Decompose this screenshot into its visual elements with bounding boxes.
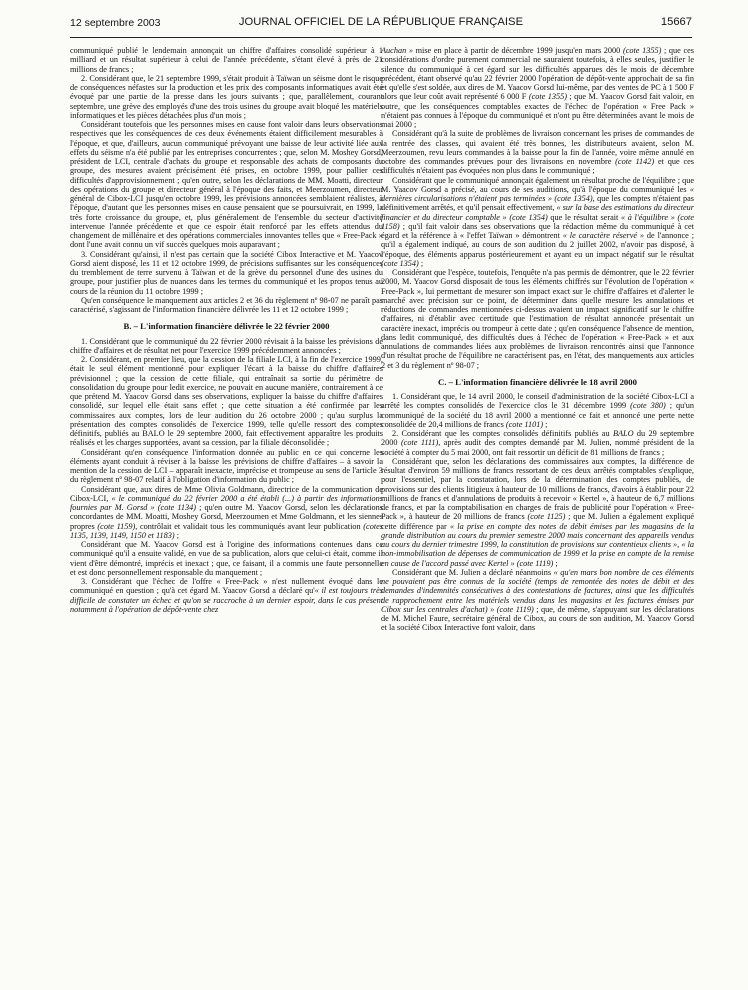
section-heading-c: C. – L'information financière délivrée le 18 avril 2000 — [438, 376, 637, 387]
paragraph: 1. Considérant que le communiqué du 22 février 2000 révisait à la baisse les prévisions de chiffre d'affaires et de résultat net pour l'exercice 1999 précédemment annoncées ; — [70, 336, 383, 355]
paragraph — [381, 46, 694, 129]
text: ; qu'il fait valoir dans ses observations que la rédaction même du communiqué à cet égard et la référence à « l'effet Taïwan » démontrent — [381, 221, 694, 240]
citation: (cote 1354) — [381, 258, 419, 268]
text: ; que M. Yaacov Gorsd fait valoir, en outre, que les conséquences comptables exactes de l'échec de l'opération « Free Pack » n'étaient pas connues à l'époque du communiqué et n'ont pu être déterminées avant le mois de mai 2000 ; — [381, 92, 694, 129]
paragraph: 2. Considérant, en premier lieu, que la cession de la filiale LCI, à la fin de l'exercice 1999, était le seul élément mentionné pour expliquer l'écart à la baisse du chiffre d'affaires prévisionnel ; que la cession de cette filiale, qui entraînait sa sortie du périmètre de consolidation du groupe pour ledit exercice, ne pouvait en aucune manière, contrairement à ce que prétend M. Yaacov Gorsd dans ses observations, expliquer la baisse du chiffre d'affaires consolidé, sur lequel elle était sans effet ; que cette situation a été confirmée par les commissaires aux comptes, lors de leur audition du 26 octobre 2000 ; qu'au surplus la présentation des comptes consolidés de l'exercice 1999, telle qu'elle ressort des comptes définitifs, publiés au BALO le 29 septembre 2000, fait effectivement apparaître les produits réalisés et les charges supportées, avant sa cession, par la filiale déconsolidée ; — [70, 355, 383, 448]
text: Considérant qu'à la suite de problèmes de livraison concernant les prises de commandes de la rentrée des classes, qui avaient été très bonnes, les distributeurs avaient, selon M. Meerzoumen, revu leurs commandes à la baisse pour la fin de l'année, voire même annulé en octobre des commandes prévues pour des livraisons en novembre — [381, 129, 694, 166]
citation: (cote 1101) — [505, 419, 544, 429]
quote: « il est toujours très difficile de constater un échec et qu'on se raccroche à un dernier espoir, dans le cas présent notamment à l'opération de dépôt-vente chez — [70, 586, 383, 614]
text: , après audit des comptes demandé par M. Julien, nommé président de la société à compter du 5 mai 2000, ont fait ressortir un déficit de 81 millions de francs ; — [381, 438, 694, 457]
paragraph: 2. Considérant que, le 21 septembre 1999, s'était produit à Taïwan un séisme dont le risque de conséquences néfastes sur la production et les prix des composants informatiques avait été évoqué par une partie de la presse dans les jours suivants ; que, parallèlement, courant septembre, une grève des employés d'une des trois usines du groupe avait bloqué les matériels informatiques et les pièces détachées plus d'un mois ; — [70, 73, 383, 120]
paragraph — [381, 129, 694, 175]
text: 3. Considérant que l'échec de l'offre « Free-Pack » n'est nullement évoqué dans le communiqué en question ; qu'à cet égard M. Yaacov Gorsd a déclaré qu' — [70, 577, 383, 596]
text: Considérant que le communiqué annonçait également un résultat proche de l'équilibre ; que M. Yaacov Gorsd a précisé, au cours de ses auditions, qu'à l'époque du communiqué les — [381, 175, 694, 194]
right-column — [381, 46, 694, 986]
citation: (cote 1355) — [528, 92, 567, 102]
paragraph — [70, 485, 383, 541]
text: de l'annonce ; qu'il a également indiqué, au cours de son audition du 2 juillet 2002, n'avoir pas disposé, à l'époque, des éléments apparus postérieurement et ayant eu un impact négatif sur le résultat — [381, 231, 694, 259]
journal-title: JOURNAL OFFICIEL DE LA RÉPUBLIQUE FRANÇAISE — [238, 16, 524, 28]
citation: (cote 1111) — [400, 438, 439, 448]
header-date: 12 septembre 2003 — [70, 17, 161, 29]
quote: Auchan » — [381, 46, 413, 55]
paragraph: Considérant que M. Yaacov Gorsd est à l'origine des informations contenues dans ce communiqué qu'il a ensuite validé, en vue de sa publication, alors que celui-ci était, comme il vient d'être démontré, imprécis et inexact ; que, ce faisant, il a commis une faute personnelle et est donc personnellement responsable du manquement ; — [70, 540, 383, 577]
page-header — [70, 13, 692, 33]
text: Considérant que, selon les déclarations des commissaires aux comptes, la différence de résultat d'environ 59 millions de francs ressortant de ces deux arrêtés comptables s'explique, pour l'essentiel, par la constatation, lors de la détermination des comptes publiés, de provisions sur des clients litigieux à hauteur de 10 millions de francs, d'avoirs à établir pour 22 millions de francs et d'annulations de produits à recevoir « Kertel », à hauteur de 6,7 millions de francs, et par la comptabilisation en charges de frais de publicité pour l'opération « Free-Pack », à hauteur de 20 millions de francs — [381, 456, 694, 522]
text: ; que M. Julien a également expliqué cette différence par — [381, 512, 694, 531]
quote: « sur la base des estimations du directeur financier et du directeur comptable » (cote 1354) — [381, 203, 694, 222]
citation: (cote 1142) — [615, 157, 655, 166]
text: que le résultat serait — [547, 212, 621, 222]
text: , contrôlait et validait tous les communiqués avant leur publication — [135, 521, 364, 531]
paragraph: Considérant que l'espèce, toutefois, l'enquête n'a pas permis de démontrer, que le 22 février 2000, M. Yaacov Gorsd disposait de tous les éléments chiffrés sur l'évolution de l'opération « Free-Pack », lui permettant de mesurer son impact exact sur le chiffre d'affaires et d'alerter le marché avec précision sur ce point, de déterminer dans quelle mesure les annulations et réductions de commandes mentionnées ci-dessus avaient un impact significatif sur le chiffre d'affaires, ni d'établir avec certitude que l'estimation de résultat annoncée présentait un caractère inexact, imprécis ou trompeur à cette date ; qu'en conséquence l'absence de mention, dans ledit communiqué, des difficultés dues à l'échec de l'opération « Free-Pack » et aux annulations de commandes liées aux problèmes de livraison rencontrés ainsi que l'annonce d'un résultat proche de l'équilibre ne caractérisent pas, en l'état, des manquements aux articles 2 et 3 du règlement nº 98-07 ; — [381, 268, 694, 370]
text: ; que, de même, s'appuyant sur les déclarations de M. Michel Faure, secrétaire général de Cibox, au cours de son audition, M. Yaacov Gorsd et la société Cibox Interactive font valoir, dans — [381, 604, 694, 633]
text: ; qu'en outre M. Yaacov Gorsd, selon les déclarations concordantes de MM. Moatti, Moshey Gorsd, Meerzoumen et Mme Goldmann, et les siennes propres — [70, 503, 383, 531]
text: Considérant que, aux dires de Mme Olivia Goldmann, directrice de la communication de Cibox-LCI, — [70, 484, 383, 503]
paragraph: Considérant toutefois que les personnes mises en cause font valoir dans leurs observations respectives que les conséquences de ces deux événements étaient difficilement mesurables à l'époque, et que, d'ailleurs, aucun communiqué prévoyant une baisse de leur activité liée aux effets du séisme n'a été publié par les entreprises concurrentes ; que, selon M. Moshey Gorsd, président de LCI, centrale d'achats du groupe et responsable des achats de composants du groupe, des mesures avaient précisément été prises, en octobre 1999, pour pallier ces difficultés d'approvisionnement ; qu'en outre, selon les déclarations de MM. Moatti, directeur des opérations du groupe et directeur général à l'époque des faits, et Meerzoumen, directeur général de Cibox-LCI jusqu'en octobre 1999, les prévisions annoncées semblaient réalistes, à l'époque, d'autant que les personnes mises en cause pensaient que se poursuivrait, en 1999, la très forte croissance du groupe, et, plus généralement de l'ensemble du secteur d'activité intervenue l'année précédente et que ce espoir était renforcé par les effets attendus du changement de millénaire et des opérations commerciales innovantes telles que « Free-Pack » dont l'une avait connu un vif succès quelques mois auparavant ; — [70, 120, 383, 250]
text: , que les comptes n'étaient pas définitivement arrêtés, et qu'il pensait effectivement, — [381, 194, 694, 213]
left-column — [70, 46, 383, 986]
paragraph: Qu'en conséquence le manquement aux articles 2 et 36 du règlement nº 98-07 ne paraît pas caractérisé, s'agissant de l'information financière délivrée les 11 et 12 octobre 1999 ; — [70, 295, 383, 314]
paragraph — [381, 176, 694, 269]
text: ; — [174, 530, 179, 540]
paragraph — [381, 429, 694, 457]
text: du 29 septembre 2000 — [381, 429, 694, 448]
citation: (cotes 1135, 1139, 1149, 1150 et 1183) — [70, 521, 383, 540]
citation: (cote 1159) — [97, 521, 136, 531]
quote: « le communiqué du 22 février 2000 a été établi (...) à partir des informations fournies par M. Gorsd » (cote 1134) — [70, 493, 383, 512]
text: ; — [418, 258, 424, 268]
paragraph: 3. Considérant qu'ainsi, il n'est pas certain que la société Cibox Interactive et M. Yaacov Gorsd aient disposé, les 11 et 12 octobre 1999, de précisions suffisantes sur les conséquences du tremblement de terre survenu à Taïwan et de la grève du personnel d'une des usines du groupe, pour justifier plus de nuances dans les termes du communiqué et les propos tenus au cours de la réunion du 11 octobre 1999 ; — [70, 249, 383, 296]
quote: « à l'équilibre » (cote 1158) — [381, 212, 694, 231]
quote: « dernières circularisations n'étaient pas terminées » (cote 1354) — [381, 184, 694, 203]
text: et que ces difficultés n'étaient pas évoquées non plus dans le communiqué ; — [381, 157, 694, 176]
page-number: 15667 — [660, 16, 692, 28]
paragraph: Considérant qu'en conséquence l'information donnée au public en ce qui concerne les éléments ayant conduit à réviser à la baisse les prévisions de chiffre d'affaires – à savoir la mention de la cession de LCI – apparaît inexacte, imprécise et trompeuse au sens de l'article 3 du règlement nº 98-07 relatif à l'obligation d'information du public ; — [70, 447, 383, 485]
journal-abbrev: BALO — [612, 429, 634, 438]
text: 1. Considérant que, le 14 avril 2000, le conseil d'administration de la société Cibox-LCI a arrêté les comptes consolidés de l'exercice clos le 31 décembre 1999 — [381, 392, 694, 411]
paragraph — [381, 392, 694, 429]
paragraph — [381, 457, 694, 568]
text: 2. Considérant que les comptes consolidés définitifs publiés au — [392, 429, 613, 438]
text: Considérant que M. Julien a déclaré néanmoins — [392, 567, 554, 577]
section-heading-b: B. – L'information financière délivrée le 22 février 2000 — [123, 321, 330, 332]
text: ; qu'un communiqué de la société du 18 avril 2000 a mentionné ce fait et annoncé une perte nette consolidée de 20,4 millions de francs — [381, 401, 694, 429]
citation: (cote 1125) — [527, 512, 566, 522]
citation: (cote 1355) — [622, 46, 662, 55]
paragraph — [70, 577, 383, 614]
quote: « le caractère réservé » — [562, 231, 645, 240]
text: mise en place à partir de décembre 1999 jusqu'en mars 2000 — [412, 46, 623, 55]
quote: « qu'en mars bon nombre de ces éléments ne pouvaient pas être connus de la société (temps de remontée des notes de débit et des demandes d'indemnités consécutives à des contestations de factures, ainsi que les difficultés de rapprochement entre les matériels vendus dans les magasins et les factures émises par Cibox sur les centrales d'achat) » (cote 1119) — [381, 567, 694, 614]
header-rule — [70, 37, 692, 38]
quote: « la prise en compte des notes de débit émises par les magasins de la grande distribution au cours du premier semestre 2000 mais concernant des appareils vendus au cours du dernier trimestre 1999, la constitution de provisions sur contentieux clients », « la non-immobilisation de dépenses de communication de 1999 et la prise en compte de la remise en cause de l'accord passé avec Kertel » (cote 1119) — [381, 521, 694, 568]
paragraph: communiqué publié le lendemain annonçait un chiffre d'affaires consolidé supérieur à 1 milliard et un résultat supérieur à celui de l'année précédente, s'étant élevé à près de 21 millions de francs ; — [70, 46, 383, 74]
text: ; — [553, 558, 558, 568]
text: ; que ces considérations d'ordre purement commercial ne sauraient toutefois, à elles seules, justifier le silence du communiqué à cet égard sur les difficultés apparues dès le mois de décembre précédent, étant observé qu'au 22 février 2000 l'opération de dépôt-vente approchait de sa fin et qu'elle s'est soldée, aux dires de M. Yaacov Gorsd lui-même, par des ventes de PC à 1 500 F alors que leur coût avait représenté 6 000 F — [381, 46, 694, 102]
citation: (cote 380) — [630, 401, 666, 411]
text: ; — [543, 419, 548, 429]
paragraph — [381, 568, 694, 633]
